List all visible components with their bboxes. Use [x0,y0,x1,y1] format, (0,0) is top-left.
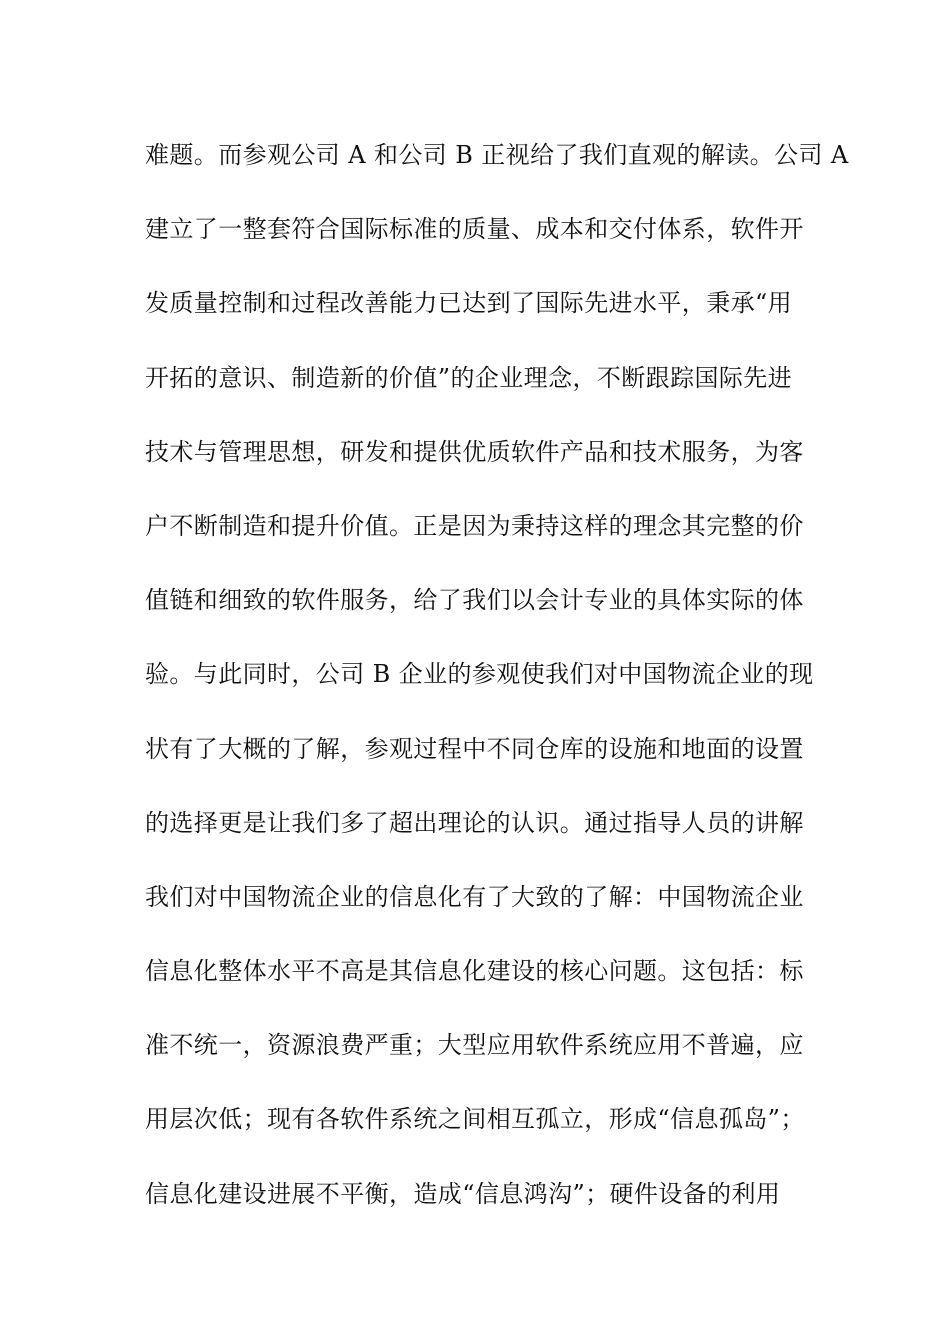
text-line-10: 的选择更是让我们多了超出理论的认识。通过指导人员的讲解 [145,808,804,837]
text-line-15: 信息化建设进展不平衡，造成“信息鸿沟”；硬件设备的利用 [145,1179,781,1208]
text-line-8: 验。与此同时，公司 B 企业的参观使我们对中国物流企业的现 [145,660,814,689]
text-line-13: 准不统一，资源浪费严重；大型应用软件系统应用不普遍，应 [145,1031,804,1060]
text-line-6: 户不断制造和提升价值。正是因为秉持这样的理念其完整的价 [145,511,804,540]
text-line-1: 难题。而参观公司 A 和公司 B 正视给了我们直观的解读。公司 A [145,141,849,169]
body-paragraph [145,130,849,1243]
text-line-4: 开拓的意识、制造新的价值”的企业理念，不断跟踪国际先进 [145,363,793,392]
text-line-7: 值链和细致的软件服务，给了我们以会计专业的具体实际的体 [145,586,804,615]
text-line-12: 信息化整体水平不高是其信息化建设的核心问题。这包括：标 [145,957,804,986]
text-line-2: 建立了一整套符合国际标准的质量、成本和交付体系，软件开 [145,215,804,244]
text-line-3: 发质量控制和过程改善能力已达到了国际先进水平，秉承“用 [145,289,793,318]
text-line-11: 我们对中国物流企业的信息化有了大致的了解：中国物流企业 [145,882,804,911]
text-line-9: 状有了大概的了解，参观过程中不同仓库的设施和地面的设置 [145,734,804,763]
text-line-5: 技术与管理思想，研发和提供优质软件产品和技术服务，为客 [145,437,804,466]
text-line-14: 用层次低；现有各软件系统之间相互孤立，形成“信息孤岛”； [145,1105,805,1134]
